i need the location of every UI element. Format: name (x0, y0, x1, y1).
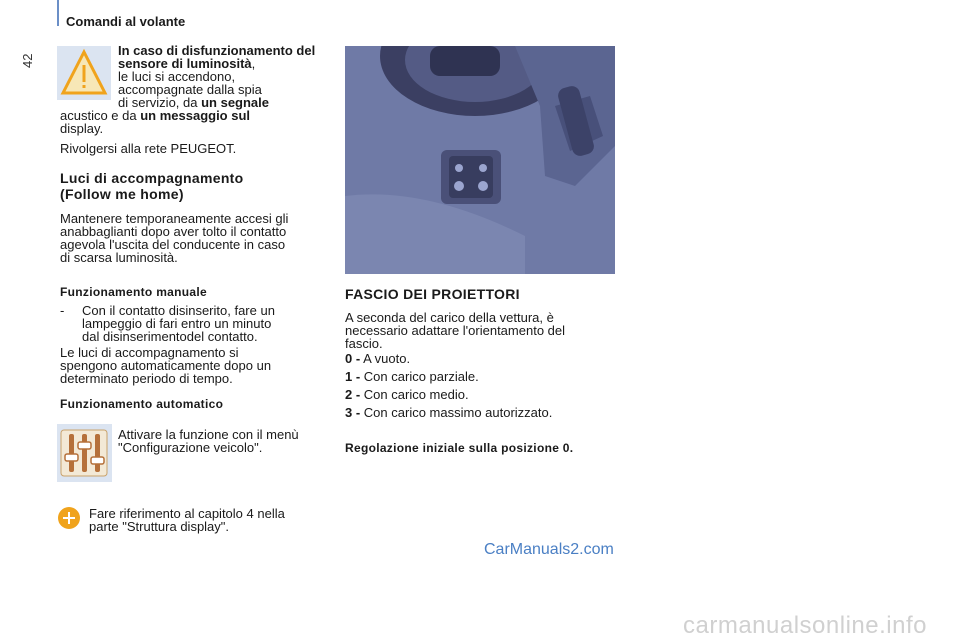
warning-line-5: display. (60, 121, 104, 136)
follow-me-home-title-line-2: (Follow me home) (60, 186, 184, 202)
setting-key: 0 - (345, 351, 361, 366)
manual-item-line: Con il contatto disinserito, fare un (82, 303, 275, 318)
setting-key: 1 - (345, 369, 361, 384)
plus-info-icon (58, 507, 80, 529)
intro-line: Mantenere temporaneamente accesi gli (60, 211, 289, 226)
warning-text (118, 44, 338, 109)
warning-continuation (60, 109, 330, 155)
settings-sliders-icon (57, 424, 112, 482)
headlamp-intro (345, 311, 620, 350)
warning-comma: , (251, 56, 256, 71)
headlamp-title: FASCIO DEI PROIETTORI (345, 286, 520, 302)
manual-note-line: determinato periodo di tempo. (60, 371, 233, 386)
setting-item (345, 388, 552, 401)
warning-line-2: accompagnate dalla spia (118, 82, 262, 97)
manual-item-line: lampeggio di fari entro un minuto (82, 316, 272, 331)
manual-item-line: dal disinserimentodel contatto. (82, 329, 258, 344)
manual-note-line: spengono automaticamente dopo un (60, 358, 272, 373)
initial-setting-note: Regolazione iniziale sulla posizione 0. (345, 441, 574, 455)
setting-key: 2 - (345, 387, 361, 402)
warning-bold-text: In caso di disfunzionamento del sensore di luminosità (118, 43, 316, 71)
setting-key: 3 - (345, 405, 361, 420)
setting-item (345, 352, 552, 365)
manual-note-line: Le luci di accompagnamento si (60, 345, 239, 360)
section-side-line (57, 0, 59, 26)
headlamp-settings-list (345, 352, 552, 419)
warning-contact: Rivolgersi alla rete PEUGEOT. (60, 141, 237, 156)
setting-item (345, 370, 552, 383)
reference-line: parte "Struttura display". (89, 519, 230, 534)
manual-operation-title: Funzionamento manuale (60, 285, 207, 299)
section-title: Comandi al volante (66, 14, 186, 29)
warning-line-4-start: acustico e da (60, 108, 141, 123)
auto-text-line: Attivare la funzione con il menù (118, 427, 299, 442)
follow-me-home-title (60, 170, 244, 202)
warning-line-4-bold: un messaggio sul (140, 108, 251, 123)
headlamp-control-photo (345, 46, 615, 274)
warning-icon-box (57, 46, 111, 100)
warning-triangle-icon (57, 46, 111, 100)
watermark-carmanuals2: CarManuals2.com (484, 541, 614, 558)
setting-item (345, 406, 552, 419)
watermark-carmanualsonline: carmanualsonline.info (683, 612, 927, 639)
warning-line-1: le luci si accendono, (118, 69, 236, 84)
follow-me-home-intro (60, 212, 335, 264)
setting-label: Con carico massimo autorizzato. (363, 405, 553, 420)
headlamp-intro-line: necessario adattare l'orientamento del (345, 323, 566, 338)
manual-note (60, 346, 330, 385)
reference-text (89, 507, 339, 533)
reference-line: Fare riferimento al capitolo 4 nella (89, 506, 285, 521)
manual-item (82, 304, 332, 343)
manual-dash: - (60, 303, 65, 318)
setting-label: Con carico medio. (363, 387, 469, 402)
dashboard-photo (345, 46, 615, 274)
warning-line-3-bold: un segnale (201, 95, 270, 110)
intro-line: agevola l'uscita del conducente in caso (60, 237, 286, 252)
warning-line-3-start: di servizio, da (118, 95, 202, 110)
headlamp-intro-line: A seconda del carico della vettura, è (345, 310, 554, 325)
intro-line: anabbaglianti dopo aver tolto il contatto (60, 224, 287, 239)
setting-label: Con carico parziale. (363, 369, 479, 384)
auto-text-line: "Configurazione veicolo". (118, 440, 263, 455)
follow-me-home-title-line-1: Luci di accompagnamento (60, 170, 244, 186)
intro-line: di scarsa luminosità. (60, 250, 178, 265)
automatic-operation-text (118, 428, 338, 454)
page-number: 42 (20, 53, 35, 68)
settings-icon-box (57, 424, 112, 482)
setting-label: A vuoto. (363, 351, 411, 366)
automatic-operation-title: Funzionamento automatico (60, 397, 224, 411)
headlamp-intro-line: fascio. (345, 336, 383, 351)
